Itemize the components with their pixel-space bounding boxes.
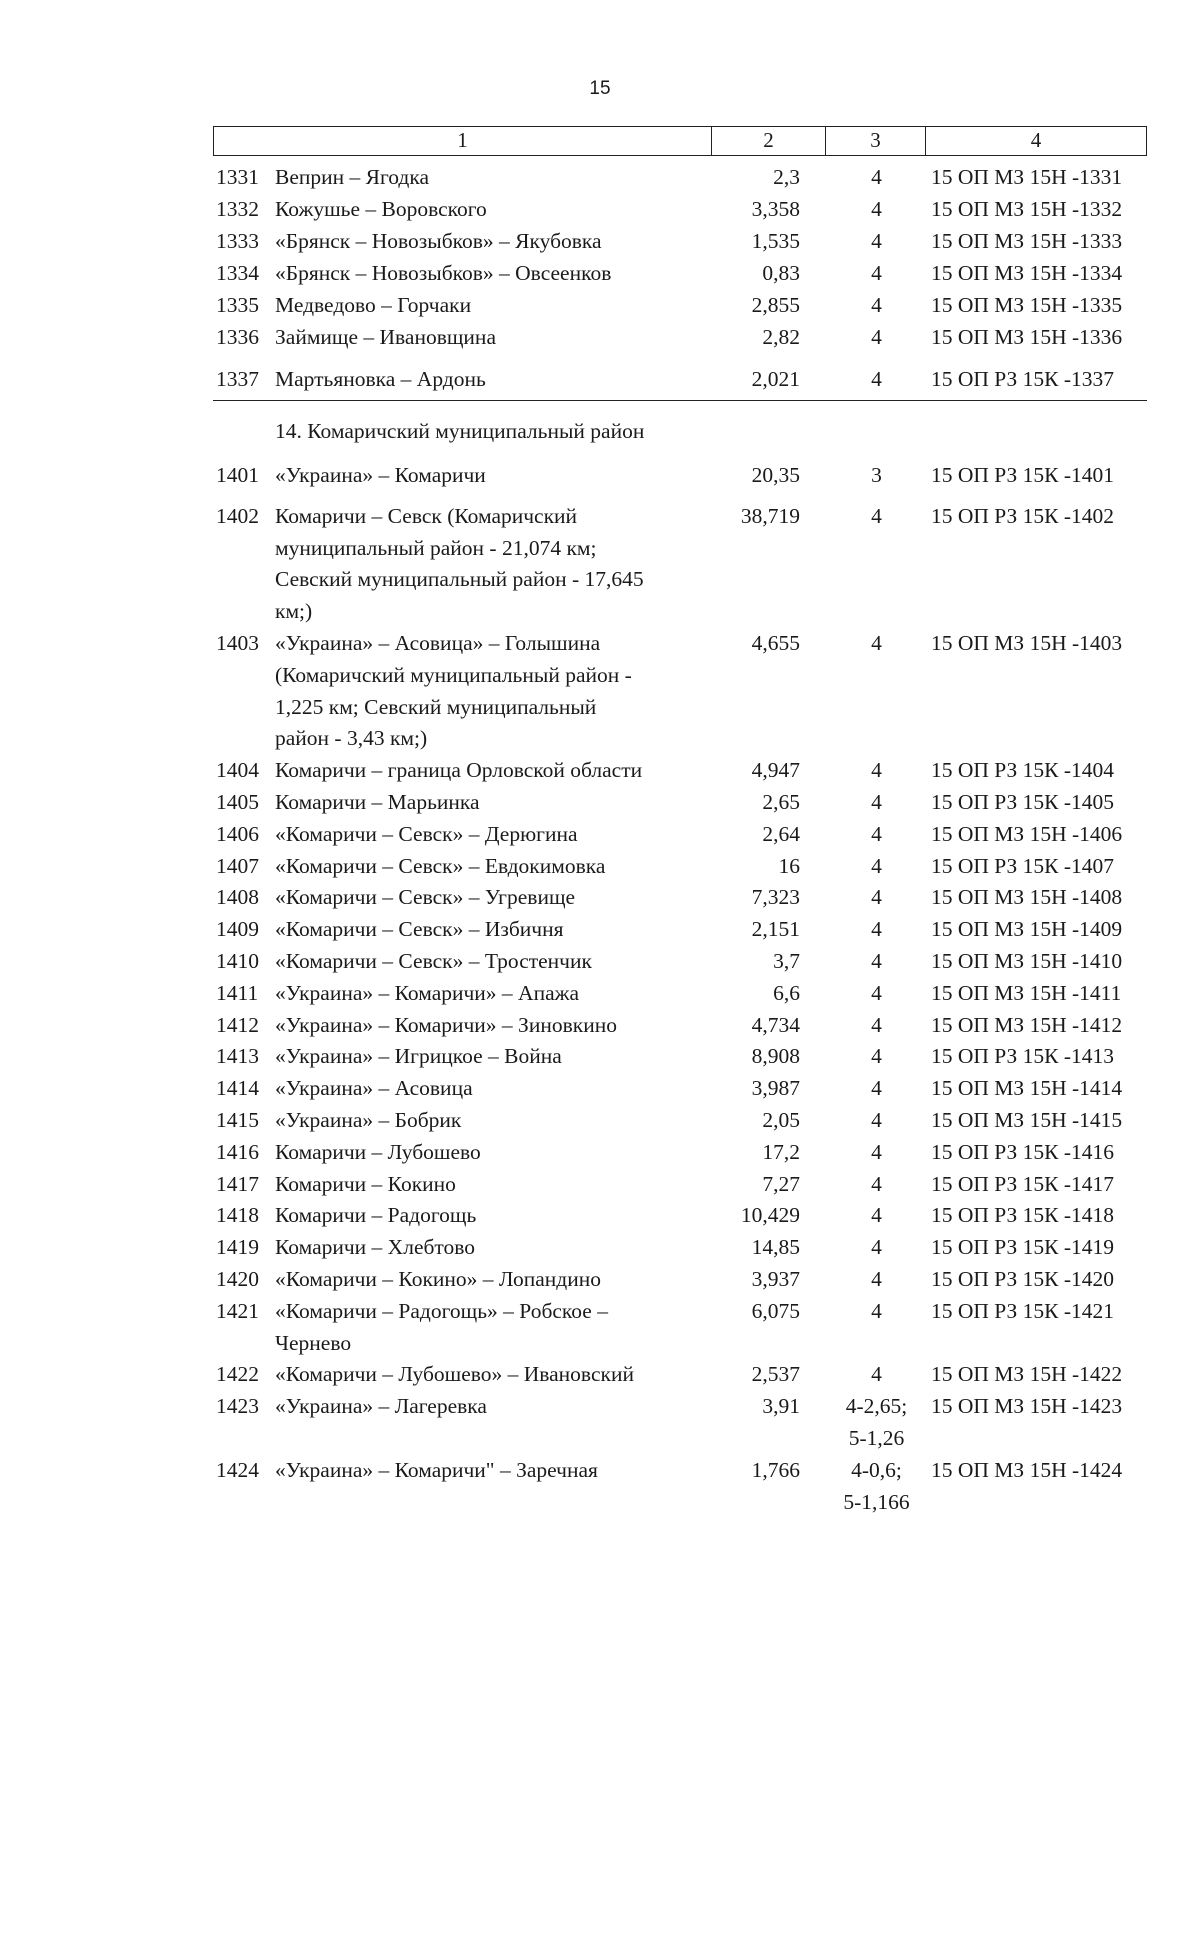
road-length: 2,64 (762, 821, 800, 846)
road-length: 3,987 (751, 1076, 800, 1101)
road-length: 17,2 (762, 1139, 800, 1164)
road-name: Медведово – Горчаки (275, 293, 472, 317)
road-length: 2,021 (751, 367, 800, 391)
road-category: 4 (871, 293, 882, 317)
road-id: 15 ОП МЗ 15Н -1334 (931, 261, 1123, 285)
road-name: Займище – Ивановщина (275, 325, 496, 349)
road-name: «Украина» – Игрицкое – Война (275, 1044, 562, 1069)
header-col-4: 4 (1030, 128, 1042, 152)
road-name: «Брянск – Новозыбков» – Овсеенков (275, 261, 612, 285)
road-length: 4,655 (751, 631, 800, 655)
road-category: 4 (871, 1044, 882, 1069)
road-length: 10,429 (740, 1203, 800, 1228)
header-col-1: 1 (214, 127, 712, 155)
road-length: 2,3 (773, 165, 800, 189)
road-id: 15 ОП РЗ 15К -1405 (931, 790, 1115, 814)
road-length: 6,6 (773, 980, 800, 1005)
road-length: 20,35 (751, 463, 800, 487)
road-id: 15 ОП РЗ 15К -1418 (931, 1203, 1115, 1228)
row-number: 1332 (216, 197, 259, 221)
row-number: 1410 (216, 949, 259, 973)
road-category: 4 (871, 325, 882, 349)
section-divider (213, 400, 1147, 401)
road-category: 5-1,166 (843, 1489, 910, 1514)
row-number: 1414 (216, 1076, 259, 1101)
road-length: 6,075 (751, 1298, 800, 1323)
road-length: 7,323 (751, 885, 800, 910)
row-number: 1404 (216, 758, 259, 783)
road-category: 4 (871, 1076, 882, 1101)
road-category: 4 (871, 1235, 882, 1260)
row-number: 1415 (216, 1108, 259, 1132)
road-length: 1,766 (751, 1457, 800, 1482)
road-id: 15 ОП РЗ 15К -1419 (931, 1235, 1115, 1260)
road-category: 4 (871, 261, 882, 285)
road-id: 15 ОП МЗ 15Н -1423 (931, 1394, 1123, 1419)
road-id: 15 ОП РЗ 15К -1413 (931, 1044, 1115, 1069)
road-id: 15 ОП МЗ 15Н -1331 (931, 165, 1123, 189)
row-number: 1421 (216, 1298, 259, 1323)
road-id: 15 ОП МЗ 15Н -1332 (931, 197, 1123, 221)
road-id: 15 ОП МЗ 15Н -1424 (931, 1457, 1123, 1482)
road-name: «Украина» – Комаричи» – Апажа (275, 980, 580, 1005)
road-length: 2,855 (751, 293, 800, 317)
road-name: «Брянск – Новозыбков» – Якубовка (275, 229, 602, 253)
row-number: 1408 (216, 885, 259, 910)
road-category: 4 (871, 503, 882, 528)
row-number: 1401 (216, 463, 259, 487)
road-id: 15 ОП МЗ 15Н -1415 (931, 1108, 1123, 1132)
row-number: 1420 (216, 1267, 259, 1291)
road-name: «Комаричи – Севск» – Избичня (275, 917, 564, 942)
road-id: 15 ОП РЗ 15К -1337 (931, 367, 1115, 391)
road-category: 4 (871, 1203, 882, 1228)
road-id: 15 ОП РЗ 15К -1404 (931, 758, 1115, 783)
road-length: 2,05 (762, 1108, 800, 1132)
road-length: 8,908 (751, 1044, 800, 1069)
row-number: 1336 (216, 325, 259, 349)
row-number: 1337 (216, 367, 259, 391)
road-category: 4 (871, 1171, 882, 1196)
road-id: 15 ОП МЗ 15Н -1336 (931, 325, 1123, 349)
road-name: «Комаричи – Лубошево» – Ивановский (275, 1362, 634, 1387)
row-number: 1412 (216, 1012, 259, 1037)
road-id: 15 ОП МЗ 15Н -1411 (931, 980, 1122, 1005)
road-category: 4-2,65; (845, 1394, 908, 1419)
road-name: «Комаричи – Радогощь» – Робское – (275, 1298, 608, 1323)
road-length: 0,83 (762, 261, 800, 285)
row-number: 1423 (216, 1394, 259, 1419)
road-id: 15 ОП РЗ 15К -1407 (931, 853, 1115, 878)
road-category: 4 (871, 821, 882, 846)
road-name: «Комаричи – Севск» – Угревище (275, 885, 576, 910)
road-id: 15 ОП РЗ 15К -1417 (931, 1171, 1115, 1196)
road-length: 38,719 (740, 503, 800, 528)
road-category: 4 (871, 1108, 882, 1132)
road-name: «Украина» – Бобрик (275, 1108, 462, 1132)
header-col-2: 2 (712, 127, 826, 155)
road-name: «Комаричи – Севск» – Тростенчик (275, 949, 592, 973)
road-length: 4,734 (751, 1012, 800, 1037)
row-number: 1402 (216, 503, 259, 528)
road-name: Комаричи – Хлебтово (275, 1235, 476, 1260)
road-name: Чернево (275, 1330, 352, 1355)
road-category: 5-1,26 (848, 1426, 905, 1450)
row-number: 1331 (216, 165, 259, 189)
row-number: 1411 (216, 980, 259, 1005)
road-category: 4 (871, 1012, 882, 1037)
road-id: 15 ОП РЗ 15К -1421 (931, 1298, 1115, 1323)
road-id: 15 ОП МЗ 15Н -1406 (931, 821, 1123, 846)
road-length: 1,535 (751, 229, 800, 253)
road-name: Веприн – Ягодка (275, 165, 430, 189)
row-number: 1418 (216, 1203, 259, 1228)
road-length: 3,7 (773, 949, 800, 973)
row-number: 1417 (216, 1171, 259, 1196)
section-title: 14. Комаричский муниципальный район (275, 419, 645, 443)
road-id: 15 ОП МЗ 15Н -1414 (931, 1076, 1123, 1101)
road-category: 4 (871, 1267, 882, 1291)
road-category: 4 (871, 980, 882, 1005)
road-name: «Комаричи – Кокино» – Лопандино (275, 1267, 601, 1291)
road-length: 16 (778, 853, 800, 878)
road-length: 3,937 (751, 1267, 800, 1291)
road-category: 4 (871, 631, 882, 655)
row-number: 1424 (216, 1457, 259, 1482)
road-category: 4 (871, 885, 882, 910)
road-name: 1,225 км; Севский муниципальный (275, 694, 597, 719)
road-length: 2,537 (751, 1362, 800, 1387)
road-id: 15 ОП МЗ 15Н -1409 (931, 917, 1123, 942)
road-name: район - 3,43 км;) (275, 726, 428, 751)
road-name: Мартьяновка – Ардонь (275, 367, 486, 391)
road-name: «Комаричи – Севск» – Дерюгина (275, 821, 578, 846)
row-number: 1334 (216, 261, 259, 285)
row-number: 1416 (216, 1139, 259, 1164)
road-category: 4 (871, 949, 882, 973)
road-name: Комаричи – Лубошево (275, 1139, 481, 1164)
road-id: 15 ОП РЗ 15К -1402 (931, 503, 1115, 528)
road-id: 15 ОП МЗ 15Н -1422 (931, 1362, 1123, 1387)
road-category: 4 (871, 1139, 882, 1164)
road-category: 4 (871, 1298, 882, 1323)
row-number: 1405 (216, 790, 259, 814)
row-number: 1335 (216, 293, 259, 317)
road-id: 15 ОП РЗ 15К -1401 (931, 463, 1115, 487)
road-id: 15 ОП МЗ 15Н -1403 (931, 631, 1123, 655)
road-id: 15 ОП МЗ 15Н -1412 (931, 1012, 1123, 1037)
road-name: Комаричи – Марьинка (275, 790, 480, 814)
road-length: 2,65 (762, 790, 800, 814)
road-length: 14,85 (751, 1235, 800, 1260)
road-category: 4 (871, 367, 882, 391)
road-category: 4 (871, 790, 882, 814)
table-header (213, 126, 1147, 156)
road-category: 4 (871, 165, 882, 189)
road-name: (Комаричский муниципальный район - (275, 662, 632, 687)
road-category: 4 (871, 917, 882, 942)
road-name: «Украина» – Комаричи» – Зиновкино (275, 1012, 617, 1037)
row-number: 1409 (216, 917, 259, 942)
road-length: 2,151 (751, 917, 800, 942)
road-id: 15 ОП РЗ 15К -1416 (931, 1139, 1115, 1164)
row-number: 1422 (216, 1362, 259, 1387)
road-length: 3,91 (762, 1394, 800, 1419)
road-name: муниципальный район - 21,074 км; (275, 535, 597, 560)
road-name: Севский муниципальный район - 17,645 (275, 567, 644, 592)
road-category: 4 (871, 197, 882, 221)
road-length: 7,27 (762, 1171, 800, 1196)
row-number: 1419 (216, 1235, 259, 1260)
row-number: 1406 (216, 821, 259, 846)
road-name: «Украина» – Асовица (275, 1076, 473, 1101)
road-id: 15 ОП РЗ 15К -1420 (931, 1267, 1115, 1291)
road-name: «Украина» – Комаричи (275, 463, 486, 487)
road-category: 4 (871, 229, 882, 253)
row-number: 1333 (216, 229, 259, 253)
road-category: 4 (871, 758, 882, 783)
road-id: 15 ОП МЗ 15Н -1408 (931, 885, 1123, 910)
header-col-3: 3 (826, 127, 926, 155)
road-category: 4-0,6; (851, 1457, 902, 1482)
road-name: «Украина» – Комаричи" – Заречная (275, 1457, 598, 1482)
road-name: «Украина» – Лагеревка (275, 1394, 487, 1419)
road-name: «Украина» – Асовица» – Голышина (275, 631, 601, 655)
road-length: 4,947 (751, 758, 800, 783)
road-category: 4 (871, 853, 882, 878)
road-name: Кожушье – Воровского (275, 197, 487, 221)
road-category: 4 (871, 1362, 882, 1387)
road-name: Комаричи – Радогощь (275, 1203, 477, 1228)
road-length: 3,358 (751, 197, 800, 221)
road-id: 15 ОП МЗ 15Н -1333 (931, 229, 1123, 253)
page-number: 15 (589, 78, 611, 99)
road-name: «Комаричи – Севск» – Евдокимовка (275, 853, 606, 878)
road-name: Комаричи – Севск (Комаричский (275, 503, 578, 528)
road-name: Комаричи – Кокино (275, 1171, 456, 1196)
row-number: 1403 (216, 631, 259, 655)
road-length: 2,82 (762, 325, 800, 349)
road-id: 15 ОП МЗ 15Н -1410 (931, 949, 1123, 973)
row-number: 1413 (216, 1044, 259, 1069)
road-category: 3 (871, 463, 882, 487)
road-name: км;) (275, 599, 313, 624)
road-id: 15 ОП МЗ 15Н -1335 (931, 293, 1123, 317)
row-number: 1407 (216, 853, 259, 878)
road-name: Комаричи – граница Орловской области (275, 758, 643, 783)
